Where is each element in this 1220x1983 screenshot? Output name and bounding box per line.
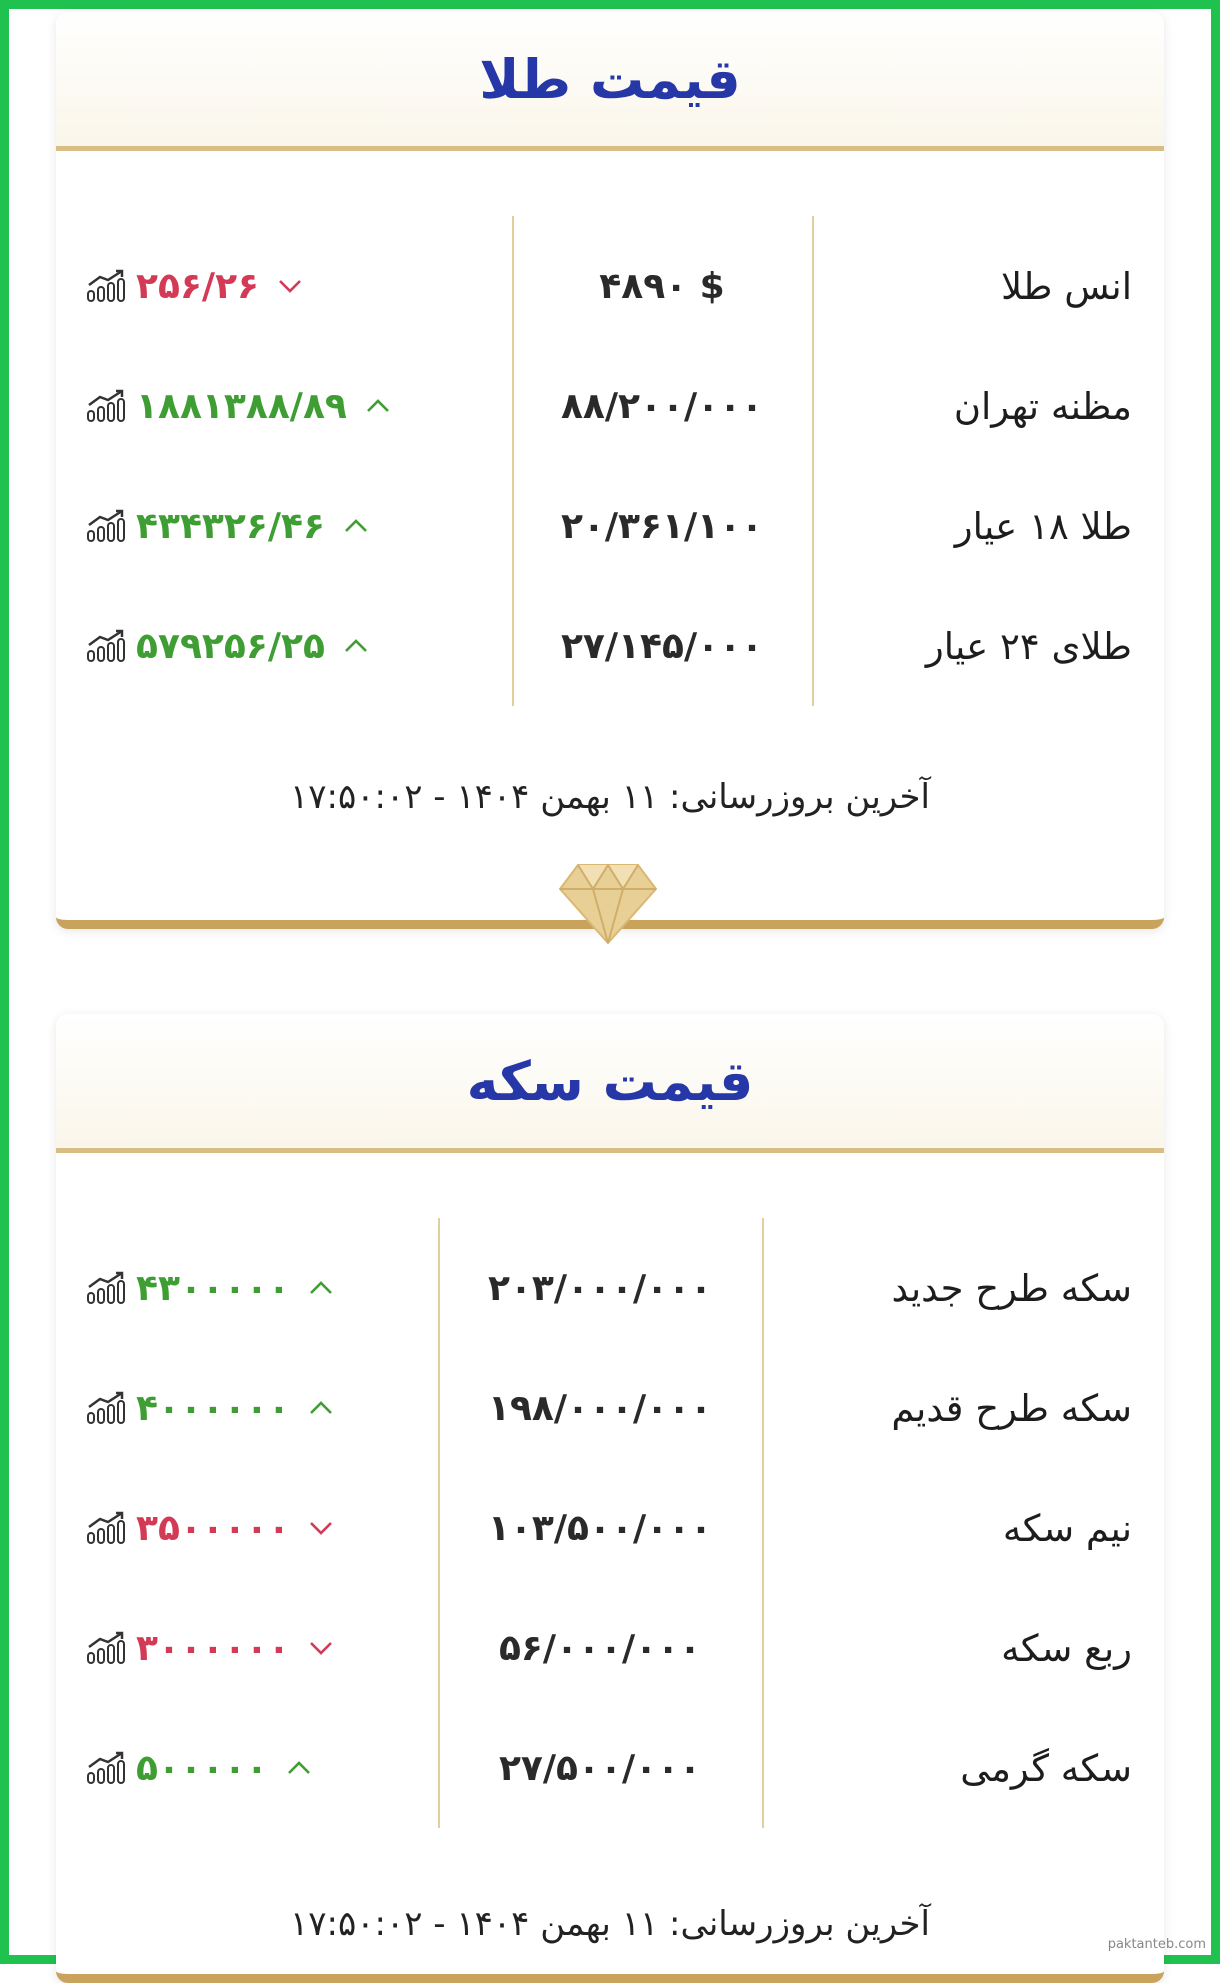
price-row[interactable] [56, 1588, 1164, 1708]
item-price: ۲۰۳/۰۰۰/۰۰۰ [487, 1267, 713, 1309]
change-value: ۵۰۰۰۰۰ [136, 1747, 268, 1789]
coin-card-header [56, 1014, 1164, 1153]
chevron-down-icon [277, 278, 303, 294]
item-name: ربع سکه [1001, 1626, 1132, 1670]
chevron-up-icon [343, 638, 369, 654]
chart-bars-icon[interactable] [86, 1751, 126, 1785]
item-price: ۵۶/۰۰۰/۰۰۰ [498, 1627, 702, 1669]
change-value: ۴۳۰۰۰۰۰ [136, 1267, 290, 1309]
item-price: ۲۷/۱۴۵/۰۰۰ [560, 625, 764, 667]
chart-bars-icon[interactable] [86, 1271, 126, 1305]
coin-card-title: قیمت سکه [466, 1049, 754, 1113]
item-price: ۴۸۹۰ $ [599, 265, 725, 307]
price-row[interactable] [56, 1348, 1164, 1468]
item-name: انس طلا [1000, 264, 1132, 308]
diamond-icon [558, 863, 658, 945]
coin-price-table [56, 1228, 1164, 1828]
change-value: ۵۷۹۲۵۶/۲۵ [136, 625, 325, 667]
price-row[interactable] [56, 466, 1164, 586]
change-value: ۴۰۰۰۰۰۰ [136, 1387, 290, 1429]
item-change [86, 1508, 334, 1549]
change-value: ۳۵۰۰۰۰۰ [136, 1507, 290, 1549]
change-value: ۱۸۸۱۳۸۸/۸۹ [136, 385, 347, 427]
item-name: سکه گرمی [960, 1746, 1132, 1790]
item-change [86, 1268, 334, 1309]
gold-card-header [56, 12, 1164, 151]
gold-price-table [56, 226, 1164, 706]
chart-bars-icon[interactable] [86, 269, 126, 303]
gold-card-title: قیمت طلا [479, 47, 741, 111]
chart-bars-icon[interactable] [86, 389, 126, 423]
gold-price-card [56, 12, 1164, 929]
item-price: ۱۰۳/۵۰۰/۰۰۰ [487, 1507, 713, 1549]
chart-bars-icon[interactable] [86, 509, 126, 543]
price-row[interactable] [56, 346, 1164, 466]
item-price: ۱۹۸/۰۰۰/۰۰۰ [487, 1387, 713, 1429]
item-name: نیم سکه [1002, 1506, 1132, 1550]
change-value: ۳۰۰۰۰۰۰ [136, 1627, 290, 1669]
price-row[interactable] [56, 586, 1164, 706]
change-value: ۲۵۶/۲۶ [136, 265, 260, 307]
chevron-down-icon [308, 1640, 334, 1656]
chevron-down-icon [308, 1520, 334, 1536]
price-row[interactable] [56, 226, 1164, 346]
price-row[interactable] [56, 1708, 1164, 1828]
gold-last-update: آخرین بروزرسانی: ۱۱ بهمن ۱۴۰۴ - ۱۷:۵۰:۰۲ [289, 777, 931, 817]
item-change [86, 506, 369, 547]
item-change [86, 266, 303, 307]
item-change [86, 1388, 334, 1429]
coin-last-update: آخرین بروزرسانی: ۱۱ بهمن ۱۴۰۴ - ۱۷:۵۰:۰۲ [289, 1904, 931, 1944]
chevron-up-icon [308, 1280, 334, 1296]
chevron-up-icon [365, 398, 391, 414]
item-price: ۸۸/۲۰۰/۰۰۰ [560, 385, 764, 427]
chevron-up-icon [286, 1760, 312, 1776]
chart-bars-icon[interactable] [86, 629, 126, 663]
price-row[interactable] [56, 1468, 1164, 1588]
price-row[interactable] [56, 1228, 1164, 1348]
chart-bars-icon[interactable] [86, 1631, 126, 1665]
item-price: ۲۰/۳۶۱/۱۰۰ [560, 505, 764, 547]
chevron-up-icon [308, 1400, 334, 1416]
coin-price-card [56, 1014, 1164, 1983]
item-price: ۲۷/۵۰۰/۰۰۰ [498, 1747, 702, 1789]
chart-bars-icon[interactable] [86, 1511, 126, 1545]
item-change [86, 1628, 334, 1669]
item-name: سکه طرح قدیم [891, 1386, 1132, 1430]
item-name: طلا ۱۸ عیار [954, 504, 1132, 548]
change-value: ۴۳۴۳۲۶/۴۶ [136, 505, 325, 547]
item-name: سکه طرح جدید [891, 1266, 1132, 1310]
item-change [86, 626, 369, 667]
chevron-up-icon [343, 518, 369, 534]
item-name: مظنه تهران [953, 384, 1132, 428]
item-change [86, 386, 391, 427]
item-name: طلای ۲۴ عیار [925, 624, 1132, 668]
item-change [86, 1748, 312, 1789]
watermark: paktanteb.com [1107, 1937, 1206, 1952]
chart-bars-icon[interactable] [86, 1391, 126, 1425]
